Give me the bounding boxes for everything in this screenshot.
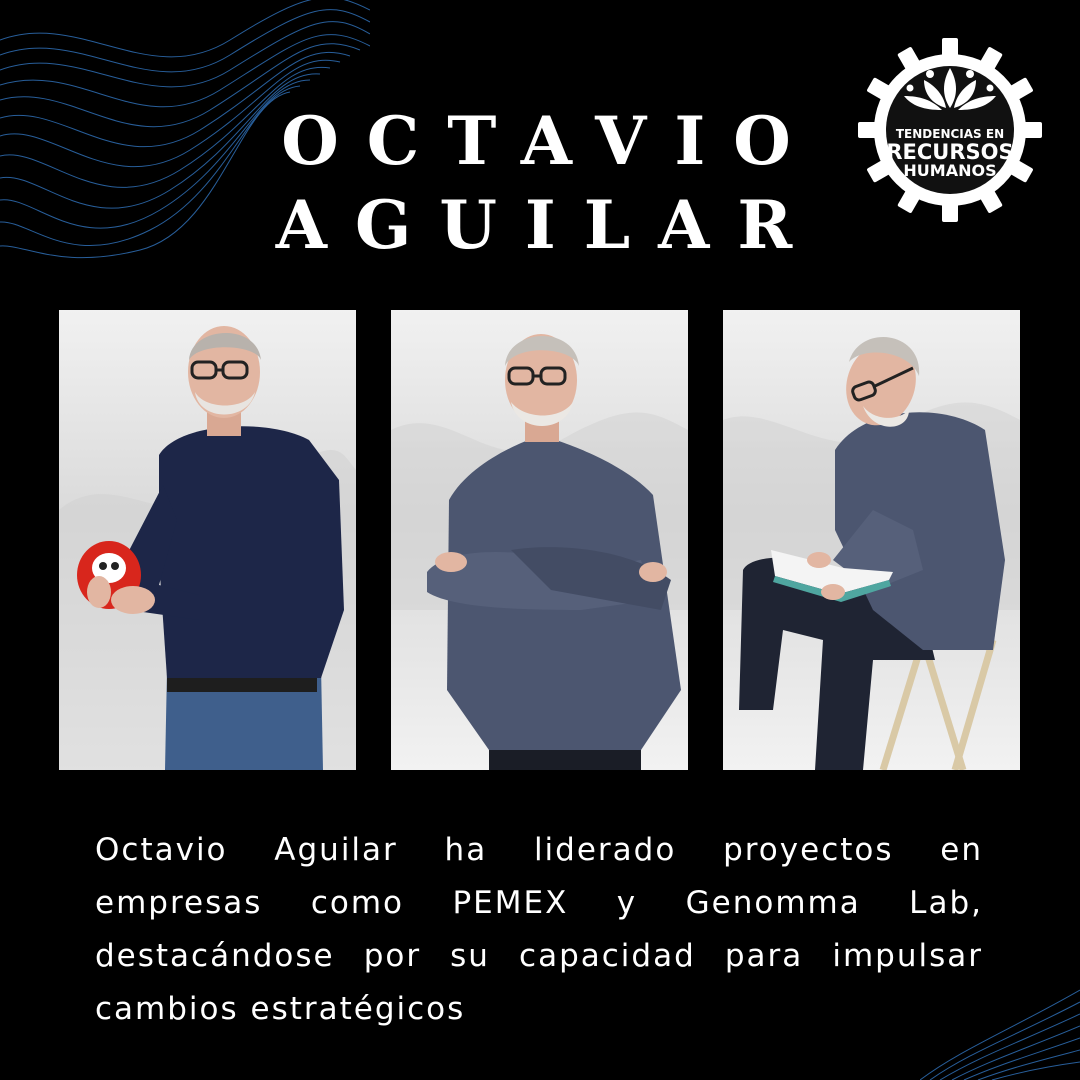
portrait-arms-crossed	[391, 310, 688, 770]
portrait-reading-seated	[723, 310, 1020, 770]
logo-line-1: TENDENCIAS EN	[895, 127, 1005, 141]
bio-description: Octavio Aguilar ha liderado proyectos en empresas como PEMEX y Genomma Lab, destacándose por su capacidad para impulsar cambios estratégicos	[95, 832, 983, 1027]
person-photo-1	[59, 310, 356, 770]
portrait-holding-daruma	[59, 310, 356, 770]
title-first-name: OCTAVIO	[281, 102, 819, 180]
tendencias-recursos-humanos-logo	[858, 38, 1042, 222]
person-photo-2	[391, 310, 688, 770]
title-last-name: AGUILAR	[275, 186, 821, 264]
logo-line-2: RECURSOS	[886, 140, 1014, 164]
person-photo-3	[723, 310, 1020, 770]
logo-line-3: HUMANOS	[903, 161, 997, 180]
